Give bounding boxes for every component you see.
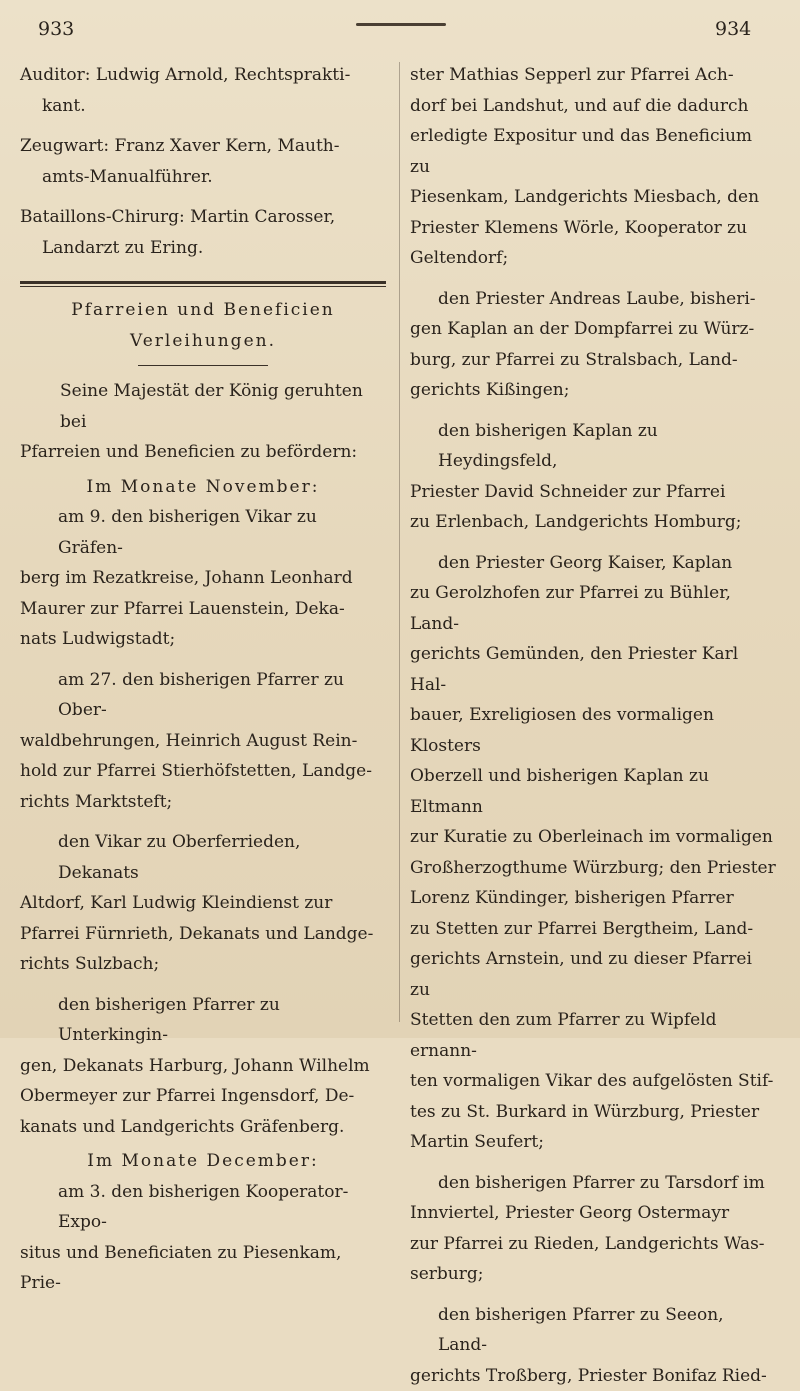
text-line: richts Marktsteft; [20,787,386,818]
text-line: richts Sulzbach; [20,949,386,980]
text-line: dorf bei Landshut, und auf die dadurch [410,91,776,122]
text-line: tes zu St. Burkard in Würzburg, Priester [410,1097,776,1128]
text-line: zu Erlenbach, Landgerichts Homburg; [410,507,776,538]
column-divider [399,62,400,1022]
page-number-left: 933 [38,18,74,40]
text-line: bauer, Exreligiosen des vormaligen Klosters [410,700,776,761]
paragraph [410,548,776,1158]
entry-zeugwart [20,131,386,192]
heading-line-1: Pfarreien und Beneficien [20,295,386,326]
intro-paragraph [20,376,386,468]
text-line: gen, Dekanats Harburg, Johann Wilhelm [20,1051,386,1082]
paragraph [410,1300,776,1391]
text-line: Geltendorf; [410,243,776,274]
paragraph [410,284,776,406]
text-line: Stetten den zum Pfarrer zu Wipfeld ernann- [410,1005,776,1066]
text-line: Obermeyer zur Pfarrei Ingensdorf, De- [20,1081,386,1112]
text-line: Lorenz Kündinger, bisherigen Pfarrer [410,883,776,914]
paragraph [20,1177,386,1299]
text-line: Bataillons-Chirurg: Martin Carosser, [42,202,386,233]
text-line: Oberzell und bisherigen Kaplan zu Eltmann [410,761,776,822]
text-line: kant. [42,91,386,122]
heading-rule [138,365,268,366]
text-line: ten vormaligen Vikar des aufgelösten Stif- [410,1066,776,1097]
text-line: gerichts Kißingen; [410,375,776,406]
text-line: Altdorf, Karl Ludwig Kleindienst zur [20,888,386,919]
text-line: situs und Beneficiaten zu Piesenkam, Prie- [20,1238,386,1299]
text-line: den bisherigen Pfarrer zu Unterkingin- [20,990,386,1051]
text-line: Priester Klemens Wörle, Kooperator zu [410,213,776,244]
text-line: den bisherigen Pfarrer zu Seeon, Land- [410,1300,776,1361]
text-line: zur Kuratie zu Oberleinach im vormaligen [410,822,776,853]
text-line: amts-Manualführer. [42,162,386,193]
text-line: Landarzt zu Ering. [42,233,386,264]
month-heading-november: Im Monate November: [20,472,386,503]
entry-bataillons-chirurg [20,202,386,263]
paragraph [20,990,386,1143]
text-line: Maurer zur Pfarrei Lauenstein, Deka- [20,594,386,625]
section-heading [20,295,386,357]
paragraph [20,502,386,655]
text-line: Großherzogthume Würzburg; den Priester [410,853,776,884]
paragraph [410,416,776,538]
text-line: den Vikar zu Oberferrieden, Dekanats [20,827,386,888]
text-line: zu Gerolzhofen zur Pfarrei zu Bühler, Land- [410,578,776,639]
text-line: Pfarreien und Beneficien zu befördern: [20,437,386,468]
text-line: serburg; [410,1259,776,1290]
text-line: am 9. den bisherigen Vikar zu Gräfen- [20,502,386,563]
text-line: gerichts Arnstein, und zu dieser Pfarrei zu [410,944,776,1005]
paragraph [410,1168,776,1290]
right-column [410,60,776,1391]
text-line: zur Pfarrei zu Rieden, Landgerichts Was- [410,1229,776,1260]
text-line: zu Stetten zur Pfarrei Bergtheim, Land- [410,914,776,945]
header-rule [356,23,446,26]
text-line: Priester David Schneider zur Pfarrei [410,477,776,508]
section-separator [20,281,386,287]
text-line: Martin Seufert; [410,1127,776,1158]
page-number-right: 934 [715,18,751,40]
paragraph [410,60,776,274]
text-line: hold zur Pfarrei Stierhöfstetten, Landge- [20,756,386,787]
text-line: burg, zur Pfarrei zu Stralsbach, Land- [410,345,776,376]
text-line: am 27. den bisherigen Pfarrer zu Ober- [20,665,386,726]
text-line: den bisherigen Kaplan zu Heydingsfeld, [410,416,776,477]
text-line: Innviertel, Priester Georg Ostermayr [410,1198,776,1229]
text-line: am 3. den bisherigen Kooperator-Expo- [20,1177,386,1238]
heading-line-2: Verleihungen. [20,326,386,357]
text-line: gerichts Gemünden, den Priester Karl Hal- [410,639,776,700]
text-line: berg im Rezatkreise, Johann Leonhard [20,563,386,594]
text-line: erledigte Expositur und das Beneficium zu [410,121,776,182]
month-heading-december: Im Monate December: [20,1146,386,1177]
text-line: Auditor: Ludwig Arnold, Rechtsprakti- [42,60,386,91]
left-column [20,60,386,1299]
paragraph [20,665,386,818]
text-line: Piesenkam, Landgerichts Miesbach, den [410,182,776,213]
text-line: waldbehrungen, Heinrich August Rein- [20,726,386,757]
text-line: den Priester Georg Kaiser, Kaplan [410,548,776,579]
text-line: Seine Majestät der König geruhten bei [20,376,386,437]
text-line: gen Kaplan an der Dompfarrei zu Würz- [410,314,776,345]
entry-auditor [20,60,386,121]
paragraph [20,827,386,980]
text-line: kanats und Landgerichts Gräfenberg. [20,1112,386,1143]
text-line: Pfarrei Fürnrieth, Dekanats und Landge- [20,919,386,950]
text-line: den bisherigen Pfarrer zu Tarsdorf im [410,1168,776,1199]
text-line: den Priester Andreas Laube, bisheri- [410,284,776,315]
text-line: nats Ludwigstadt; [20,624,386,655]
text-line: Zeugwart: Franz Xaver Kern, Mauth- [42,131,386,162]
text-line: gerichts Troßberg, Priester Bonifaz Ried- [410,1361,776,1391]
text-line: ster Mathias Sepperl zur Pfarrei Ach- [410,60,776,91]
